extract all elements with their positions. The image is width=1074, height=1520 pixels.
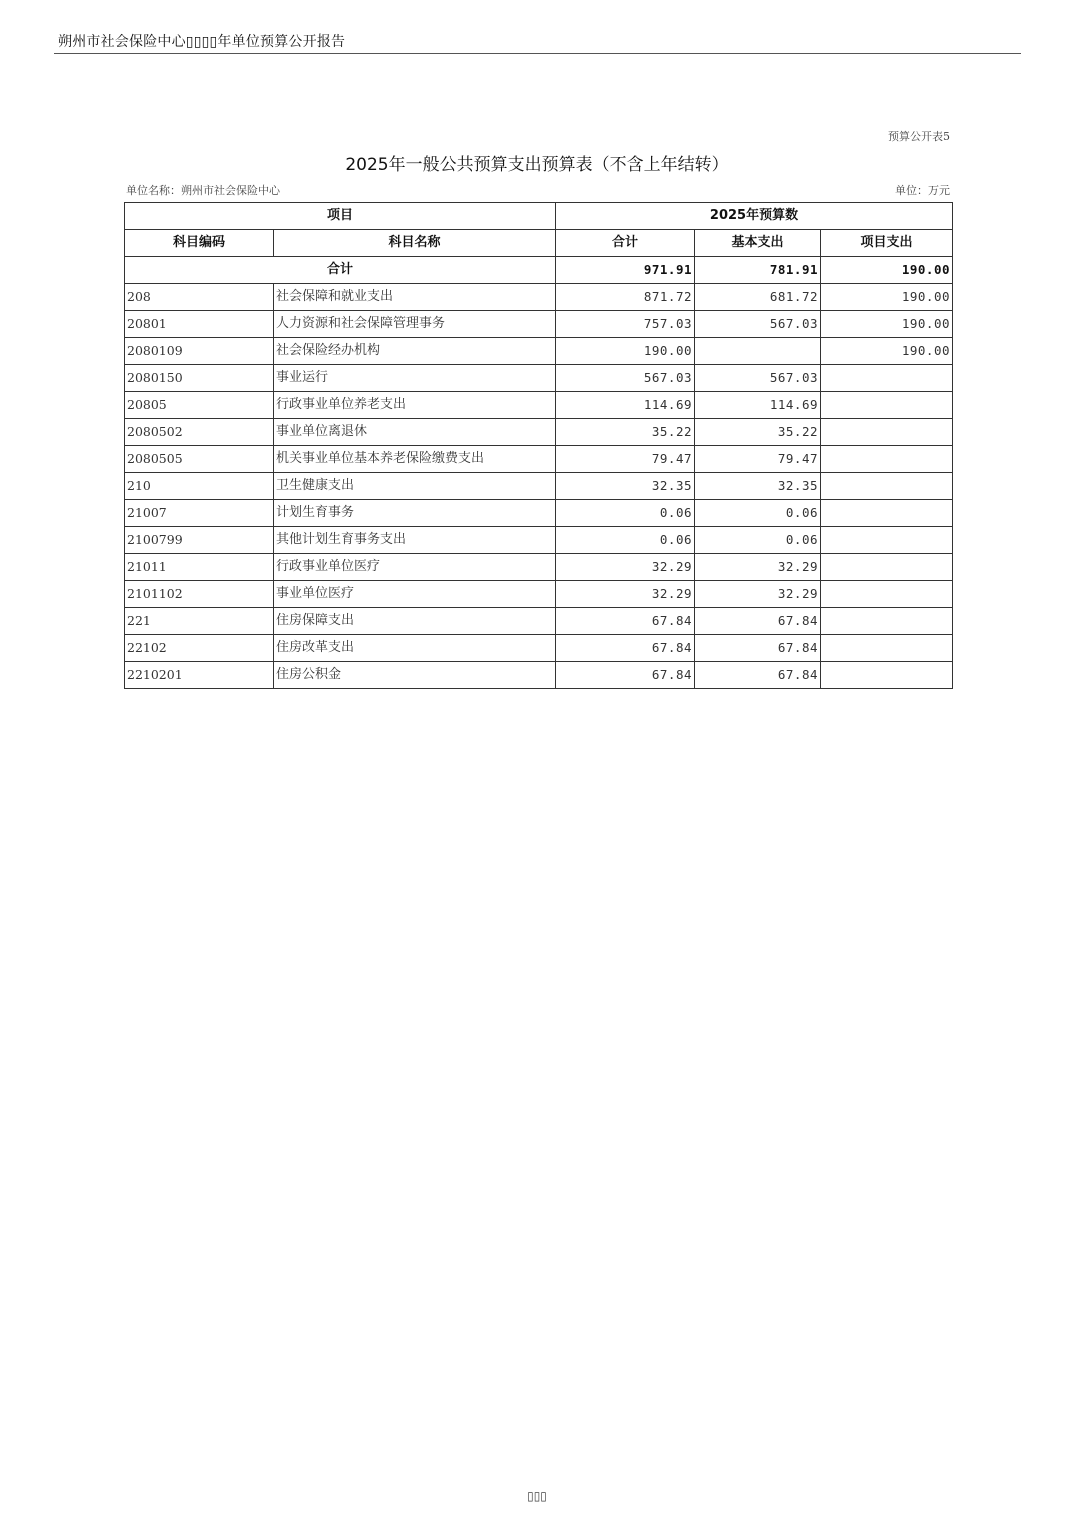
table-title: 2025年一般公共预算支出预算表（不含上年结转） — [345, 155, 729, 175]
row-basic: 67.84 — [695, 608, 821, 635]
unit-name: 单位名称：朔州市社会保险中心 — [126, 184, 280, 197]
table-row — [125, 635, 953, 662]
row-code: 2080150 — [125, 365, 274, 392]
row-name: 其他计划生育事务支出 — [274, 527, 556, 554]
row-project — [821, 446, 953, 473]
row-name: 行政事业单位养老支出 — [274, 392, 556, 419]
header-divider — [54, 53, 1021, 54]
row-total: 190.00 — [556, 338, 695, 365]
row-total: 79.47 — [556, 446, 695, 473]
table-row — [125, 608, 953, 635]
row-total: 35.22 — [556, 419, 695, 446]
row-project — [821, 419, 953, 446]
row-name: 住房改革支出 — [274, 635, 556, 662]
row-project — [821, 581, 953, 608]
row-project — [821, 635, 953, 662]
row-total: 32.29 — [556, 554, 695, 581]
total-row — [125, 257, 953, 284]
row-name: 住房公积金 — [274, 662, 556, 689]
page-header: 朔州市社会保险中心▯▯▯▯年单位预算公开报告 — [58, 34, 346, 50]
row-basic: 67.84 — [695, 662, 821, 689]
total-project: 190.00 — [821, 257, 953, 284]
row-code: 20805 — [125, 392, 274, 419]
row-code: 21011 — [125, 554, 274, 581]
row-basic: 35.22 — [695, 419, 821, 446]
row-total: 0.06 — [556, 500, 695, 527]
row-name: 计划生育事务 — [274, 500, 556, 527]
table-row — [125, 473, 953, 500]
row-name: 卫生健康支出 — [274, 473, 556, 500]
table-row — [125, 311, 953, 338]
header-row-2 — [125, 230, 953, 257]
row-name: 社会保险经办机构 — [274, 338, 556, 365]
row-basic: 114.69 — [695, 392, 821, 419]
header-project: 项目支出 — [821, 230, 953, 257]
row-basic: 32.29 — [695, 581, 821, 608]
row-code: 2210201 — [125, 662, 274, 689]
row-basic: 32.35 — [695, 473, 821, 500]
row-name: 机关事业单位基本养老保险缴费支出 — [274, 446, 556, 473]
row-name: 人力资源和社会保障管理事务 — [274, 311, 556, 338]
row-code: 20801 — [125, 311, 274, 338]
row-project — [821, 608, 953, 635]
row-project: 190.00 — [821, 338, 953, 365]
row-name: 行政事业单位医疗 — [274, 554, 556, 581]
header-row-1 — [125, 203, 953, 230]
row-basic: 0.06 — [695, 500, 821, 527]
row-basic: 567.03 — [695, 311, 821, 338]
row-code: 2101102 — [125, 581, 274, 608]
row-basic — [695, 338, 821, 365]
table-row — [125, 338, 953, 365]
row-basic: 567.03 — [695, 365, 821, 392]
row-total: 114.69 — [556, 392, 695, 419]
row-total: 757.03 — [556, 311, 695, 338]
row-code: 210 — [125, 473, 274, 500]
row-basic: 67.84 — [695, 635, 821, 662]
table-row — [125, 554, 953, 581]
row-project — [821, 554, 953, 581]
table-row — [125, 365, 953, 392]
page-number: ▯▯▯ — [527, 1489, 547, 1503]
row-code: 2100799 — [125, 527, 274, 554]
table-row — [125, 419, 953, 446]
row-code: 2080505 — [125, 446, 274, 473]
row-code: 221 — [125, 608, 274, 635]
row-project — [821, 527, 953, 554]
header-budget-year: 2025年预算数 — [556, 203, 953, 230]
total-basic: 781.91 — [695, 257, 821, 284]
row-project: 190.00 — [821, 311, 953, 338]
table-row — [125, 284, 953, 311]
row-project — [821, 500, 953, 527]
header-item: 项目 — [125, 203, 556, 230]
row-code: 2080502 — [125, 419, 274, 446]
row-total: 67.84 — [556, 662, 695, 689]
row-project: 190.00 — [821, 284, 953, 311]
table-number: 预算公开表5 — [888, 130, 950, 143]
row-total: 0.06 — [556, 527, 695, 554]
row-basic: 32.29 — [695, 554, 821, 581]
table-row — [125, 446, 953, 473]
row-name: 社会保障和就业支出 — [274, 284, 556, 311]
unit-label: 单位：万元 — [895, 184, 950, 197]
row-project — [821, 473, 953, 500]
header-name: 科目名称 — [274, 230, 556, 257]
table-row — [125, 527, 953, 554]
row-name: 住房保障支出 — [274, 608, 556, 635]
row-name: 事业单位离退休 — [274, 419, 556, 446]
table-row — [125, 581, 953, 608]
table-row — [125, 392, 953, 419]
row-basic: 681.72 — [695, 284, 821, 311]
row-total: 32.35 — [556, 473, 695, 500]
row-name: 事业单位医疗 — [274, 581, 556, 608]
row-total: 32.29 — [556, 581, 695, 608]
row-code: 208 — [125, 284, 274, 311]
row-code: 2080109 — [125, 338, 274, 365]
row-basic: 0.06 — [695, 527, 821, 554]
total-amount: 971.91 — [556, 257, 695, 284]
row-project — [821, 392, 953, 419]
table-row — [125, 662, 953, 689]
row-total: 871.72 — [556, 284, 695, 311]
row-name: 事业运行 — [274, 365, 556, 392]
header-basic: 基本支出 — [695, 230, 821, 257]
row-code: 21007 — [125, 500, 274, 527]
row-code: 22102 — [125, 635, 274, 662]
row-total: 567.03 — [556, 365, 695, 392]
row-project — [821, 365, 953, 392]
budget-table — [124, 202, 953, 689]
row-total: 67.84 — [556, 635, 695, 662]
total-label: 合计 — [125, 257, 556, 284]
row-total: 67.84 — [556, 608, 695, 635]
row-project — [821, 662, 953, 689]
table-row — [125, 500, 953, 527]
header-total: 合计 — [556, 230, 695, 257]
row-basic: 79.47 — [695, 446, 821, 473]
header-code: 科目编码 — [125, 230, 274, 257]
